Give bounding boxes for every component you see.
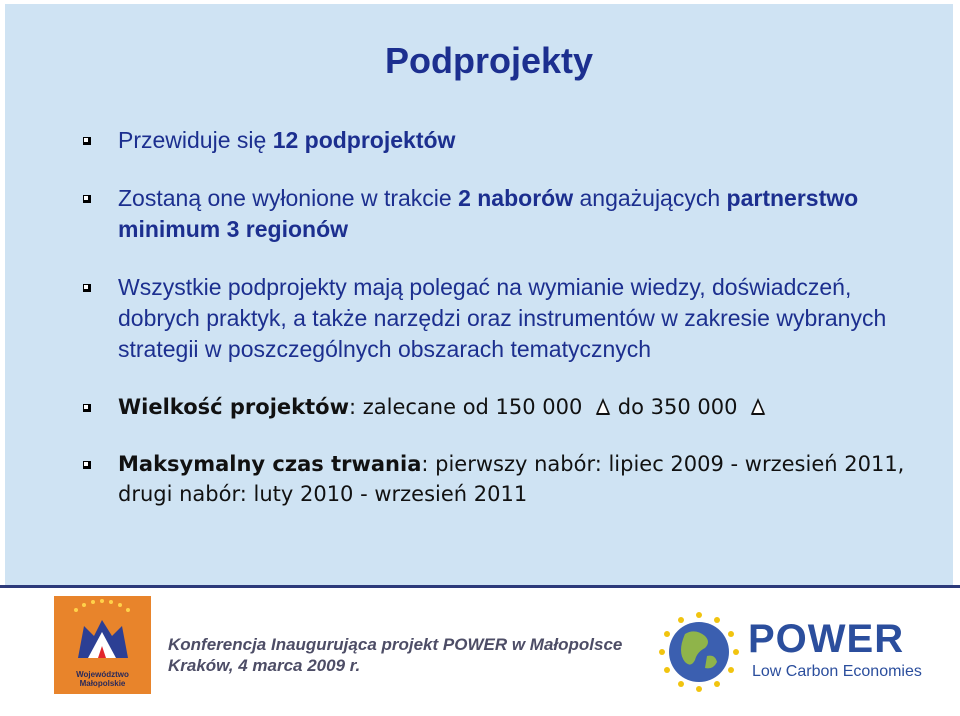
region-emblem-icon <box>54 596 151 668</box>
bullet-highlight: 12 podprojektów <box>272 127 456 153</box>
square-bullet-icon <box>83 137 91 145</box>
bullet-list <box>75 125 935 536</box>
bullet-highlight: Maksymalny czas trwania <box>118 452 422 476</box>
bullet-highlight: partnerstwo minimum 3 regionów <box>118 185 859 242</box>
bullet-text: Przewiduje się <box>118 127 273 153</box>
region-logo-line: Małopolskie <box>79 679 126 688</box>
region-logo-line: Województwo <box>76 670 129 679</box>
bullet-text: : zalecane od 150 000 <box>348 395 590 419</box>
bullet-highlight: Wielkość projektów <box>118 395 349 419</box>
square-bullet-icon <box>83 461 91 469</box>
power-wordmark: POWER <box>748 617 905 661</box>
conference-caption <box>168 634 622 676</box>
region-logo-caption <box>54 670 151 688</box>
bullet-text: Zostaną one wyłonione w trakcie <box>118 185 459 211</box>
power-subtitle: Low Carbon Economies <box>752 663 922 680</box>
bullet-item <box>75 272 935 365</box>
bullet-item <box>75 125 935 156</box>
euro-icon <box>593 397 611 417</box>
bullet-item <box>75 449 935 509</box>
bullet-text: Wszystkie podprojekty mają polegać na wymianie wiedzy, doświadczeń, dobrych praktyk, a także narzędzi oraz instrumentów w zakresie wybranych strategii w poszczególnych obszarach tematycznych <box>118 274 887 362</box>
region-logo <box>54 596 151 694</box>
square-bullet-icon <box>83 195 91 203</box>
square-bullet-icon <box>83 284 91 292</box>
bullet-highlight: 2 naborów <box>458 185 574 211</box>
power-globe-icon <box>655 608 743 696</box>
conference-date: Kraków, 4 marca 2009 r. <box>168 656 361 675</box>
euro-icon <box>748 397 766 417</box>
bullet-text: do 350 000 <box>611 395 745 419</box>
bullet-text: : pierwszy nabór: lipiec 2009 - wrzesień 2011, drugi nabór: luty 2010 - wrzesień 2011 <box>118 452 905 506</box>
bullet-item <box>75 183 935 245</box>
bullet-text: angażujących <box>573 185 727 211</box>
conference-title: Konferencja Inaugurująca projekt POWER w Małopolsce <box>168 635 623 654</box>
square-bullet-icon <box>83 404 91 412</box>
slide-title: Podprojekty <box>384 40 594 81</box>
bullet-item <box>75 392 935 422</box>
